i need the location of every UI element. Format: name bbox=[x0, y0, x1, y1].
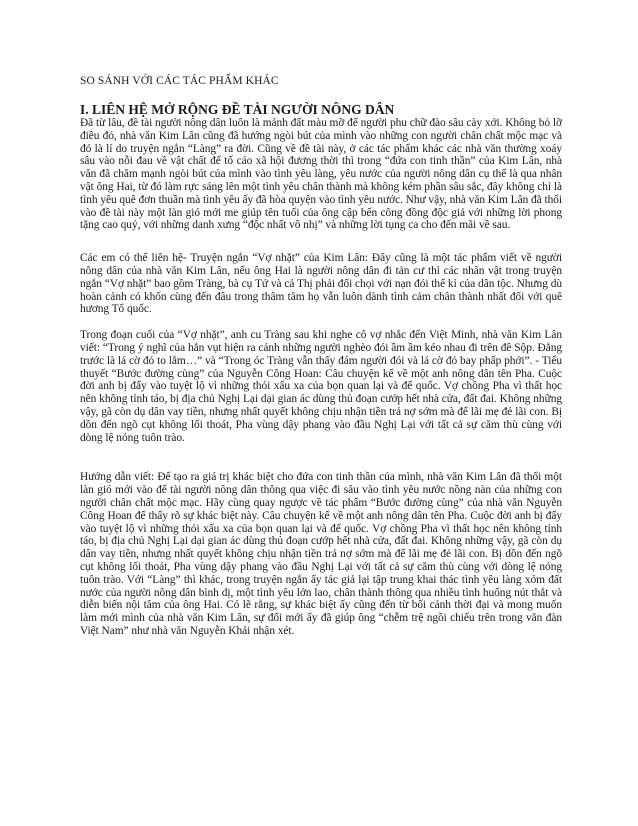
section-title: SO SÁNH VỚI CÁC TÁC PHẨM KHÁC bbox=[80, 75, 279, 87]
topic-heading: I. LIÊN HỆ MỞ RỘNG ĐỀ TÀI NGƯỜI NÔNG DÂN bbox=[80, 102, 395, 117]
paragraph-writing-guide: Hướng dẫn viết: Để tạo ra giá trị khác biệt cho đứa con tinh thần của mình, nhà văn Kim Lân đã thổi một làn gió mới vào để tài người nông dân thông qua việc đi sâu vào tình yêu nước nồng nàn của những con người chân chất mộc mạc. Hãy cùng quay ngược về tác phẩm “Bước đường cùng” của nhà văn Nguyễn Công Hoan để thấy rõ sự khác biệt này. Câu chuyện kể về một anh nông dân tên Pha. Cuộc đời anh bị đẩy vào tuyệt lộ vì những thói xấu xa của bọn quan lại và để quốc. Vợ chồng Pha vì thất học nên không tỉnh táo, bị địa chủ Nghị Lại dại gian ác dùng thủ đoạn cướp hết nhà cửa, đất đai. Không những vậy, gã còn dụ dân vay tiền, nhưng nhất quyết không chịu nhận tiền trả nợ sớm mà để lãi mẹ đẻ lãi con. Bị dồn đến ngõ cụt không lối thoát, Pha vùng dậy phang vào đầu Nghị Lại với tất cả sự căm thù cùng với dòng lệ nóng tuôn trào. Với “Làng” thì khác, trong truyện ngắn ấy tác giả lại tập trung khai thác tình yêu làng xóm đất nước của người nông dân bình dị, một tình yêu lớn lao, chân thành thông qua nhiều tình huống nút thắt và diễn biến nội tâm của ông Hai. Có lẽ rằng, sự khác biệt ấy cũng đến từ bối cảnh thời đại và mong muốn làm mới mình của nhà văn Kim Lân, sự đổi mới ấy đã giúp ông “chễm trệ ngồi chiếu trên trong văn đàn Việt Nam” như nhà văn Nguyễn Khải nhận xét. bbox=[80, 471, 562, 637]
paragraph-comparison: Trong đoạn cuối của “Vợ nhặt”, anh cu Tràng sau khi nghe cô vợ nhắc đến Việt Minh, nhà văn Kim Lân viết: “Trong ý nghĩ của hắn vụt hiện ra cảnh những người nghèo đói ầm ầm kéo nhau đi trên đê Sộp. Đằng trước là lá cờ đỏ to lắm…” và “Trong óc Tràng vẫn thấy đám người đói và lá cờ đỏ bay phấp phới”. - Tiểu thuyết “Bước đường cùng” của Nguyễn Công Hoan: Câu chuyện kể về một anh nông dân tên Pha. Cuộc đời anh bị đẩy vào tuyệt lộ vì những thói xấu xa của bọn quan lại và để quốc. Vợ chồng Pha vì thất học nên không tỉnh táo, bị địa chủ Nghị Lại dại gian ác dùng thủ đoạn cướp hết nhà cửa, đất đai. Không những vậy, gã còn dụ dân vay tiền, nhưng nhất quyết không chịu nhận tiền trả nợ sớm mà để lãi mẹ đẻ lãi con. Bị dồn đến ngõ cụt không lối thoát, Pha vùng dậy phang vào đầu Nghị Lại với tất cả sự căm thù cùng với dòng lệ nóng tuôn trào. bbox=[80, 329, 562, 444]
document-page bbox=[80, 74, 562, 638]
paragraph-vo-nhat: Các em có thể liên hệ- Truyện ngắn “Vợ nhặt” của Kim Lân: Đây cũng là một tác phẩm viết về người nông dân của nhà văn Kim Lân, nếu ông Hai là người nông dân đi tản cư thì các nhân vật trong truyện ngắn “Vợ nhặt” bao gồm Tràng, bà cụ Tứ và cả Thị phải đối chọi với nạn đói thế kỉ của dân tộc. Nhưng dù hoàn cảnh có khốn cùng đến đâu trong thâm tâm họ vẫn luôn dành tình cảm chân thành nhất đối với quê hương Tổ quốc. bbox=[80, 252, 562, 316]
paragraph-intro: Đã từ lâu, đề tài người nông dân luôn là mảnh đất màu mỡ để người phu chữ đào sâu cày xới. Không bỏ lỡ điều đó, nhà văn Kim Lân cũng đã hướng ngòi bút của mình vào những con người chân chất mộc mạc và đó là lí do truyện ngắn “Làng” ra đời. Cũng về đề tài này, ở các tác phẩm khác các nhà văn thường xoáy sâu vào nỗi đau về vật chất để tố cáo xã hội đương thời thì trong “đứa con tinh thần” của Kim Lân, nhà văn đã chăm mạnh ngòi bút của mình vào tình yêu làng, yêu nước của người nông dân cụ thể là qua nhân vật ông Hai, từ đó làm rực sáng lên một tình yêu chân thành mà không kém phần sâu sắc, đây không chỉ là tình yêu quê đơn thuần mà tình yêu ấy đã hòa quyện vào tình yêu nước. Như vậy, nhà văn Kim Lân đã thổi vào đề tài này một làn gió mới me giúp tên tuổi của ông cập bến công đồng độc giả với những lời phong tặng cao quý, với những danh xưng “độc nhất vô nhị” và những lời tụng ca cho đến mãi về sau. bbox=[80, 117, 562, 232]
